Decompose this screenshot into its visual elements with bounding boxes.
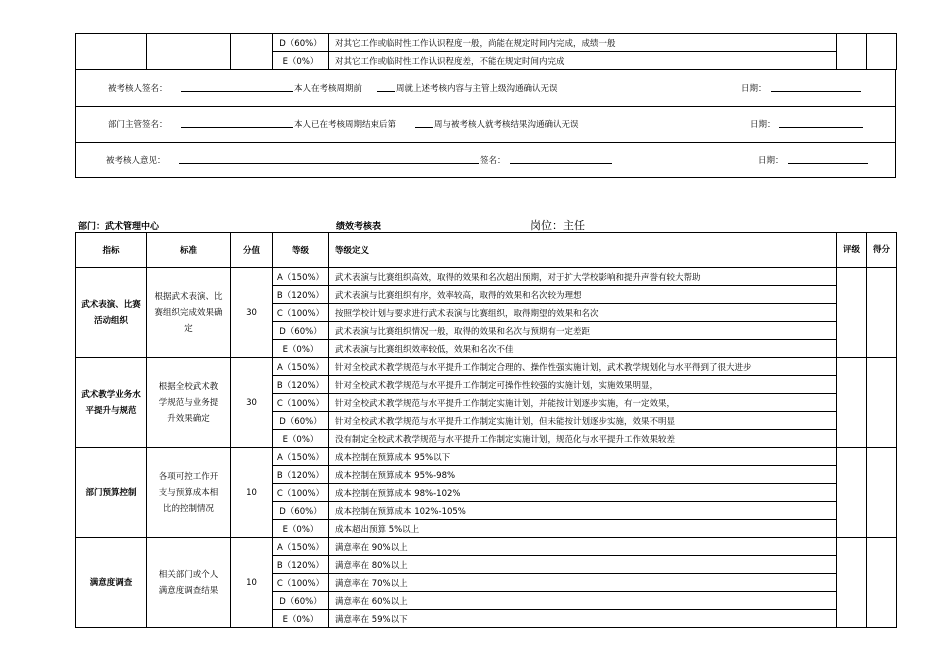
manager-sign-label: 部门主管签名： [108,120,168,130]
points-cell[interactable] [867,448,897,538]
form-title: 绩效考核表 [336,222,382,232]
grade-cell: C（100%） [273,574,329,592]
score-cell: 30 [231,358,273,448]
grade-cell: C（100%） [273,394,329,412]
definition-cell: 武术表演与比赛组织情况一般，取得的效果和名次与预期有一定差距 [329,322,837,340]
grade-cell: B（120%） [273,556,329,574]
standard-cell: 根据武术表演、比赛组织完成效果确定 [147,268,231,358]
definition-cell: 成本超出预算 5%以上 [329,520,837,538]
signature-row-employee [76,70,895,107]
grade-cell: C（100%） [273,484,329,502]
score-cell: 10 [231,448,273,538]
rating-cell[interactable] [837,538,867,628]
definition-cell: 满意率在 59%以下 [329,610,837,628]
definition-cell: 成本控制在预算成本 98%-102% [329,484,837,502]
manager-date-line[interactable] [779,127,863,128]
performance-table [75,232,897,628]
points-cell[interactable] [867,34,897,70]
opinion-line[interactable] [179,163,479,164]
table-row [76,448,897,466]
manager-date-label: 日期： [750,120,776,130]
employee-confirm-text-2: 周就上述考核内容与主管上级沟通确认无误 [396,84,558,94]
indicator-cell: 部门预算控制 [76,448,147,538]
standard-cell [147,34,231,70]
opinion-date-label: 日期： [758,156,784,166]
rating-cell[interactable] [837,34,867,70]
indicator-cell: 满意度调查 [76,538,147,628]
employee-date-line[interactable] [771,91,861,92]
grade-cell: D（60%） [273,412,329,430]
employee-confirm-text: 本人在考核周期前 [294,84,363,94]
grade-cell: D（60%） [273,502,329,520]
grade-cell: A（150%） [273,538,329,556]
definition-cell: 武术表演与比赛组织有序，效率较高，取得的效果和名次较为理想 [329,286,837,304]
top-partial-table [75,33,897,70]
header-rating: 评级 [837,233,867,268]
definition-cell: 满意率在 80%以上 [329,556,837,574]
header-row [76,233,897,268]
definition-cell: 满意率在 60%以上 [329,592,837,610]
header-points: 得分 [867,233,897,268]
definition-cell: 武术表演与比赛组织高效，取得的效果和名次超出预期，对于扩大学校影响和提升声誉有较大帮助 [329,268,837,286]
grade-cell: A（150%） [273,448,329,466]
indicator-cell [76,34,147,70]
opinion-sign-line[interactable] [510,163,612,164]
grade-cell: B（120%） [273,466,329,484]
signature-row-manager [76,106,895,143]
grade-cell: A（150%） [273,358,329,376]
grade-cell: E（0%） [273,610,329,628]
definition-cell: 满意率在 70%以上 [329,574,837,592]
score-cell: 10 [231,538,273,628]
grade-cell: D（60%） [273,322,329,340]
table-row [76,358,897,376]
grade-cell: E（0%） [273,430,329,448]
score-cell [231,34,273,70]
grade-cell: B（120%） [273,286,329,304]
table-row [76,538,897,556]
header-standard: 标准 [147,233,231,268]
points-cell[interactable] [867,268,897,358]
standard-cell: 根据全校武术教学规范与业务提升效果确定 [147,358,231,448]
employee-sign-label: 被考核人签名： [108,84,168,94]
position-label: 岗位：主任 [530,219,585,232]
standard-cell: 相关部门或个人满意度调查结果 [147,538,231,628]
employee-sign-line[interactable] [181,91,293,92]
definition-cell: 针对全校武术教学规范与水平提升工作制定实施计划，但未能按计划逐步实施，效果不明显 [329,412,837,430]
header-indicator: 指标 [76,233,147,268]
week-blank-line[interactable] [377,91,395,92]
rating-cell[interactable] [837,268,867,358]
signature-block [75,70,896,178]
header-definition: 等级定义 [329,233,837,268]
opinion-label: 被考核人意见： [106,156,166,166]
definition-cell: 对其它工作或临时性工作认识程度差，不能在规定时间内完成 [329,52,837,70]
indicator-cell: 武术表演、比赛活动组织 [76,268,147,358]
header-grade: 等级 [273,233,329,268]
grade-cell: A（150%） [273,268,329,286]
definition-cell: 按照学校计划与要求进行武术表演与比赛组织，取得期望的效果和名次 [329,304,837,322]
header-score: 分值 [231,233,273,268]
opinion-sign-label: 签名： [480,156,506,166]
definition-cell: 成本控制在预算成本 102%-105% [329,502,837,520]
manager-confirm-text: 本人已在考核周期结束后第 [294,120,397,130]
rating-cell[interactable] [837,358,867,448]
opinion-date-line[interactable] [788,163,868,164]
grade-cell: D（60%） [273,592,329,610]
grade-cell: E（0%） [273,52,329,70]
definition-cell: 成本控制在预算成本 95%-98% [329,466,837,484]
manager-sign-line[interactable] [181,127,293,128]
points-cell[interactable] [867,358,897,448]
definition-cell: 没有制定全校武术教学规范与水平提升工作制定实施计划，规范化与水平提升工作效果较差 [329,430,837,448]
grade-cell: E（0%） [273,520,329,538]
manager-confirm-text-2: 周与被考核人就考核结果沟通确认无误 [434,120,579,130]
table-row [76,34,897,52]
rating-cell[interactable] [837,448,867,538]
score-cell: 30 [231,268,273,358]
table-row [76,268,897,286]
week-blank-line[interactable] [415,127,433,128]
employee-date-label: 日期： [741,84,767,94]
definition-cell: 满意率在 90%以上 [329,538,837,556]
signature-row-opinion [76,142,895,178]
form-title-bar [0,217,950,233]
definition-cell: 武术表演与比赛组织效率较低，效果和名次不佳 [329,340,837,358]
grade-cell: D（60%） [273,34,329,52]
definition-cell: 成本控制在预算成本 95%以下 [329,448,837,466]
grade-cell: C（100%） [273,304,329,322]
standard-cell: 各项可控工作开支与预算成本相比的控制情况 [147,448,231,538]
definition-cell: 针对全校武术教学规范与水平提升工作制定合理的、操作性强实施计划，武术教学规划化与水平得到了很大进步 [329,358,837,376]
department-label: 部门：武术管理中心 [78,222,160,232]
definition-cell: 对其它工作或临时性工作认识程度一般，尚能在规定时间内完成，成绩一般 [329,34,837,52]
indicator-cell: 武术教学业务水平提升与规范 [76,358,147,448]
grade-cell: E（0%） [273,340,329,358]
definition-cell: 针对全校武术教学规范与水平提升工作制定可操作性较强的实施计划，实施效果明显， [329,376,837,394]
grade-cell: B（120%） [273,376,329,394]
points-cell[interactable] [867,538,897,628]
definition-cell: 针对全校武术教学规范与水平提升工作制定实施计划，并能按计划逐步实施，有一定效果， [329,394,837,412]
